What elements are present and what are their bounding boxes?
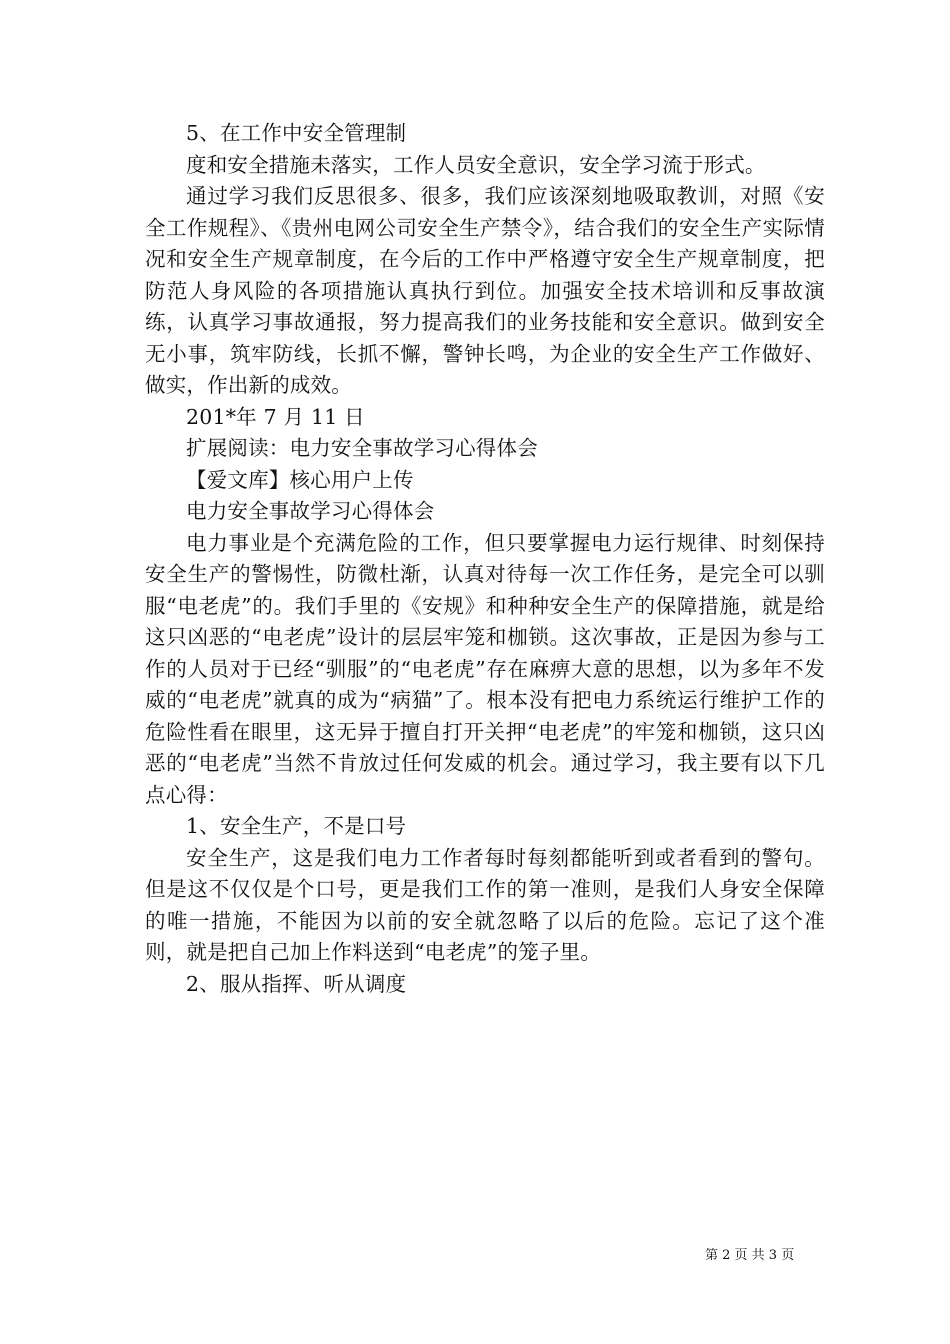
paragraph-text: 度和安全措施未落实，工作人员安全意识，安全学习流于形式。 <box>186 152 766 177</box>
paragraph-text: 电力事业是个充满危险的工作，但只要掌握电力运行规律、时刻保持安全生产的警惕性，防微杜渐，认真对待每一次工作任务，是完全可以驯服“电老虎”的。我们手里的《安规》和种种安全生产的保障措施，就是给这只凶恶的“电老虎”设计的层层牢笼和枷锁。这次事故，正是因为参与工作的人员对于已经“驯服”的“电老虎”存在麻痹大意的思想，以为多年不发威的“电老虎”就真的成为“病猫”了。根本没有把电力系统运行维护工作的危险性看在眼里，这无异于擅自打开关押“电老虎”的牢笼和枷锁，这只凶恶的“电老虎”当然不肯放过任何发威的机会。通过学习，我主要有以下几点心得： <box>145 530 825 807</box>
paragraph-text: 安全生产，这是我们电力工作者每时每刻都能听到或者看到的警句。但是这不仅仅是个口号，更是我们工作的第一准则，是我们人身安全保障的唯一措施，不能因为以前的安全就忽略了以后的危险。忘记了这个准则，就是把自己加上作料送到“电老虎”的笼子里。 <box>145 845 825 964</box>
page-number: 第 2 页 共 3 页 <box>705 1248 795 1263</box>
section-title: 电力安全事故学习心得体会 <box>186 499 435 523</box>
document-body <box>145 118 825 1000</box>
item-heading-1: 1、安全生产，不是口号 <box>186 814 407 838</box>
extended-reading-title: 扩展阅读：电力安全事故学习心得体会 <box>186 436 538 460</box>
paragraph-text: 通过学习我们反思很多、很多，我们应该深刻地吸取教训，对照《安全工作规程》、《贵州电网公司安全生产禁令》，结合我们的安全生产实际情况和安全生产规章制度，在今后的工作中严格遵守安全生产规章制度，把防范人身风险的各项措施认真执行到位。加强安全技术培训和反事故演练，认真学习事故通报，努力提高我们的业务技能和安全意识。做到安全无小事，筑牢防线，长抓不懈，警钟长鸣，为企业的安全生产工作做好、做实，作出新的成效。 <box>145 184 825 397</box>
document-date: 201*年 7 月 11 日 <box>186 404 365 429</box>
item-heading-2: 2、服从指挥、听从调度 <box>186 971 407 996</box>
upload-note: 【爱文库】核心用户上传 <box>186 467 414 492</box>
item-heading-5: 5、在工作中安全管理制 <box>186 121 407 145</box>
